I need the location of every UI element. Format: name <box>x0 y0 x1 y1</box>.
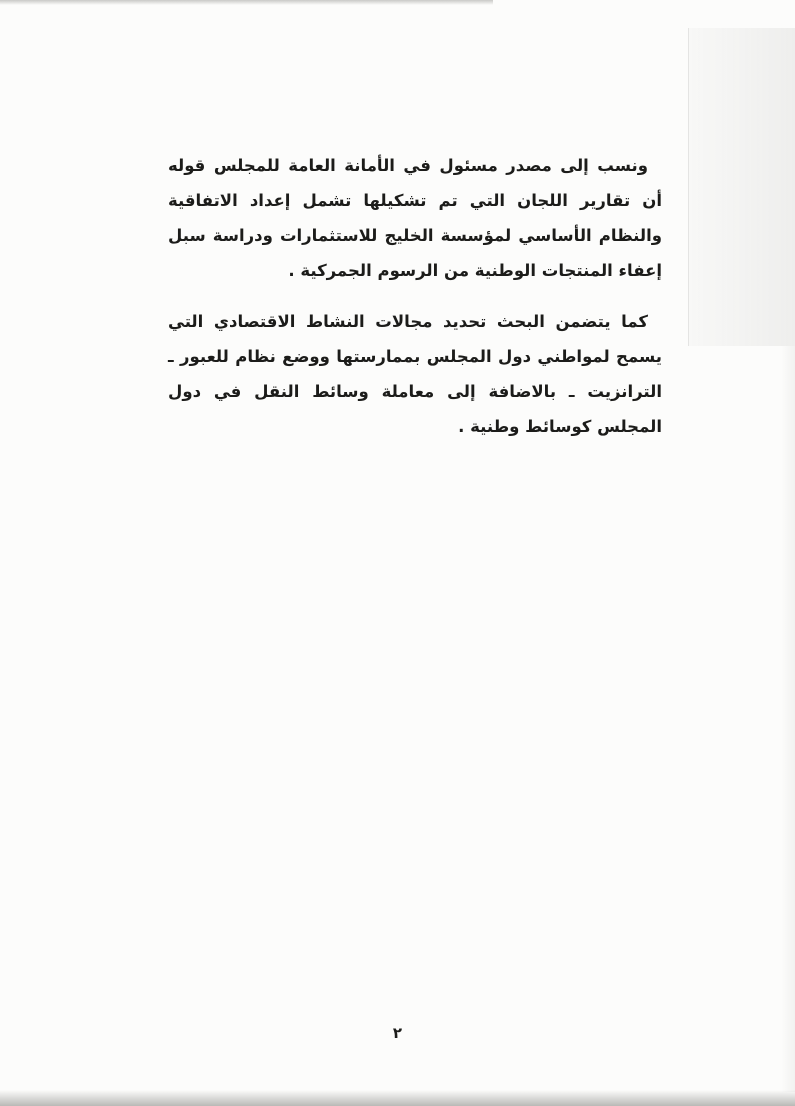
body-text <box>168 148 662 460</box>
page-number: ٢ <box>392 1024 403 1042</box>
scan-edge-top <box>0 0 493 5</box>
scan-edge-bottom <box>0 1090 795 1106</box>
paragraph-2: كما يتضمن البحث تحديد مجالات النشاط الاقتصادي التي يسمح لمواطني دول المجلس بممارستها ووضع نظام للعبور ـ الترانزيت ـ بالاضافة إلى معاملة وسائط النقل في دول المجلس كوسائط وطنية . <box>168 312 662 436</box>
paragraph-1: ونسب إلى مصدر مسئول في الأمانة العامة للمجلس قوله أن تقارير اللجان التي تم تشكيلها تشمل إعداد الاتفاقية والنظام الأساسي لمؤسسة الخليج للاستثمارات ودراسة سبل إعفاء المنتجات الوطنية من الرسوم الجمركية . <box>168 156 662 280</box>
scan-edge-right-lower <box>781 346 795 1092</box>
scan-edge-right <box>688 28 795 346</box>
